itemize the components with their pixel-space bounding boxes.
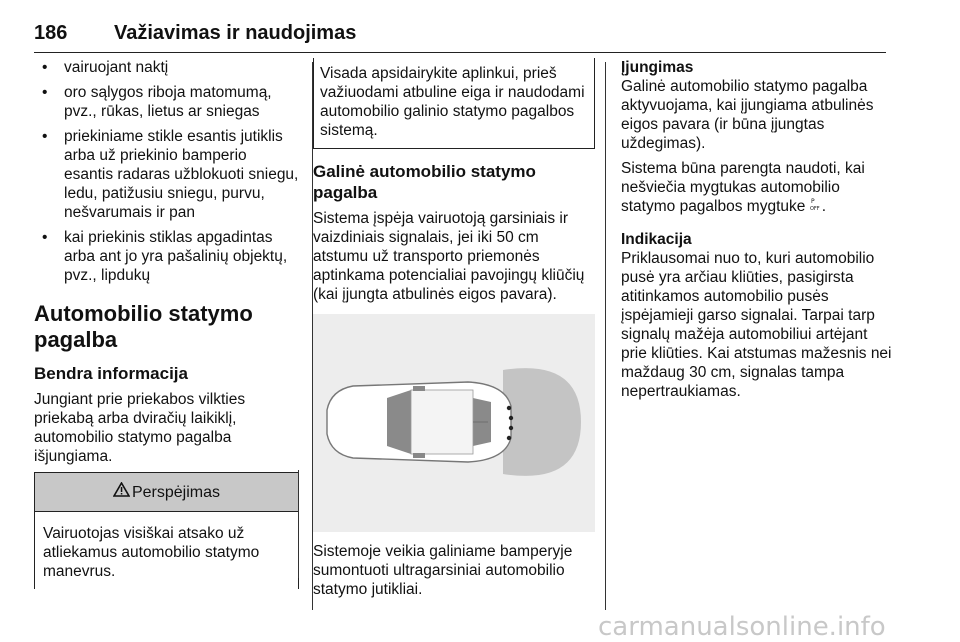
mirror <box>413 386 425 391</box>
section-title: Automobilio statymo pagalba <box>34 301 253 352</box>
list-item: • priekiniame stikle esantis jutiklis arba už priekinio bamperio esantis radaras užblokuoti sniegu, ledu, patižusiu sniegu, purvu, nešvarumais ir pan <box>34 127 299 222</box>
roof <box>411 390 473 454</box>
warning-box-edge <box>298 470 299 578</box>
sensor-dot <box>507 406 511 410</box>
windshield <box>387 390 411 454</box>
indication-text: Priklausomai nuo to, kuri automobilio pusė yra arčiau kliūties, pasigirsta atitinkamos automobilio pusės įspėjamieji garso signalai. Tarpai tarp signalų mažėja automobiliui artėjant prie kliūties. Kai atstumas mažesnis nei maždaug 30 cm, signalas tampa nepertraukiamas. <box>621 250 892 400</box>
page-title: Važiavimas ir naudojimas <box>114 22 357 44</box>
note-box: Visada apsidairykite aplinkui, prieš važiuodami atbuline eiga ir naudodami automobilio galinio statymo pagalbos sistemą. <box>313 58 595 149</box>
sensor-dot <box>509 426 513 430</box>
watermark: carmanualsonline.info <box>598 612 886 642</box>
column-divider <box>605 62 606 610</box>
list-item: • oro sąlygos riboja matomumą, pvz., rūkas, lietus ar sniegas <box>34 83 299 121</box>
svg-text:OFF: OFF <box>809 206 820 211</box>
activation-text: Galinė automobilio statymo pagalba aktyvuojama, kai įjungiama atbulinės eigos pavara (ir būna įjungtas uždegimas). <box>621 78 874 152</box>
ready-text: Sistema būna parengta naudoti, kai nešviečia mygtukas automobilio statymo pagalbos mygtuke P OFF . <box>621 160 865 215</box>
header-rule <box>34 52 886 53</box>
car-top-view-illustration <box>313 314 595 532</box>
list-item: • vairuojant naktį <box>34 58 299 77</box>
mirror <box>413 453 425 458</box>
parking-sensor-figure <box>313 314 595 532</box>
list-item: • kai priekinis stiklas apgadintas arba ant jo yra pašalinių objektų, pvz., lipdukų <box>34 228 299 285</box>
rear-parking-heading: Galinė automobilio statymo pagalba <box>313 162 536 202</box>
svg-text:P: P <box>810 198 815 205</box>
sensor-dot <box>507 436 511 440</box>
warning-triangle-icon <box>113 482 130 502</box>
bullet-list <box>34 58 299 285</box>
warning-title: Perspėjimas <box>131 483 221 501</box>
indication-heading: Indikacija <box>621 231 692 248</box>
intro-text: Jungiant prie priekabos vilkties priekabą arba dviračių laikiklį, automobilio statymo pagalba išjungiama. <box>34 391 246 465</box>
parking-assist-off-icon <box>810 198 822 215</box>
page-number: 186 <box>34 22 68 44</box>
sensor-zone <box>503 368 581 476</box>
warning-header <box>35 472 298 512</box>
subsection-title: Bendra informacija <box>34 364 188 383</box>
column-3 <box>621 58 896 401</box>
warning-box <box>34 472 299 589</box>
page-header <box>34 22 886 50</box>
activation-heading: Įjungimas <box>621 59 694 76</box>
warning-text: Vairuotojas visiškai atsako už atliekamus automobilio statymo manevrus. <box>43 525 260 580</box>
figure-caption: Sistemoje veikia galiniame bamperyje sumontuoti ultragarsiniai automobilio statymo jutikliai. <box>313 543 573 598</box>
column-2 <box>313 58 595 599</box>
column-1 <box>34 58 299 589</box>
rear-parking-body: Sistema įspėja vairuotoją garsiniais ir vaizdiniais signalais, jei iki 50 cm atstumu už transporto priemonės aptinkama potencialiai pavojingų kliūčių (kai įjungta atbulinės eigos pavara). <box>313 210 585 303</box>
sensor-dot <box>509 416 513 420</box>
